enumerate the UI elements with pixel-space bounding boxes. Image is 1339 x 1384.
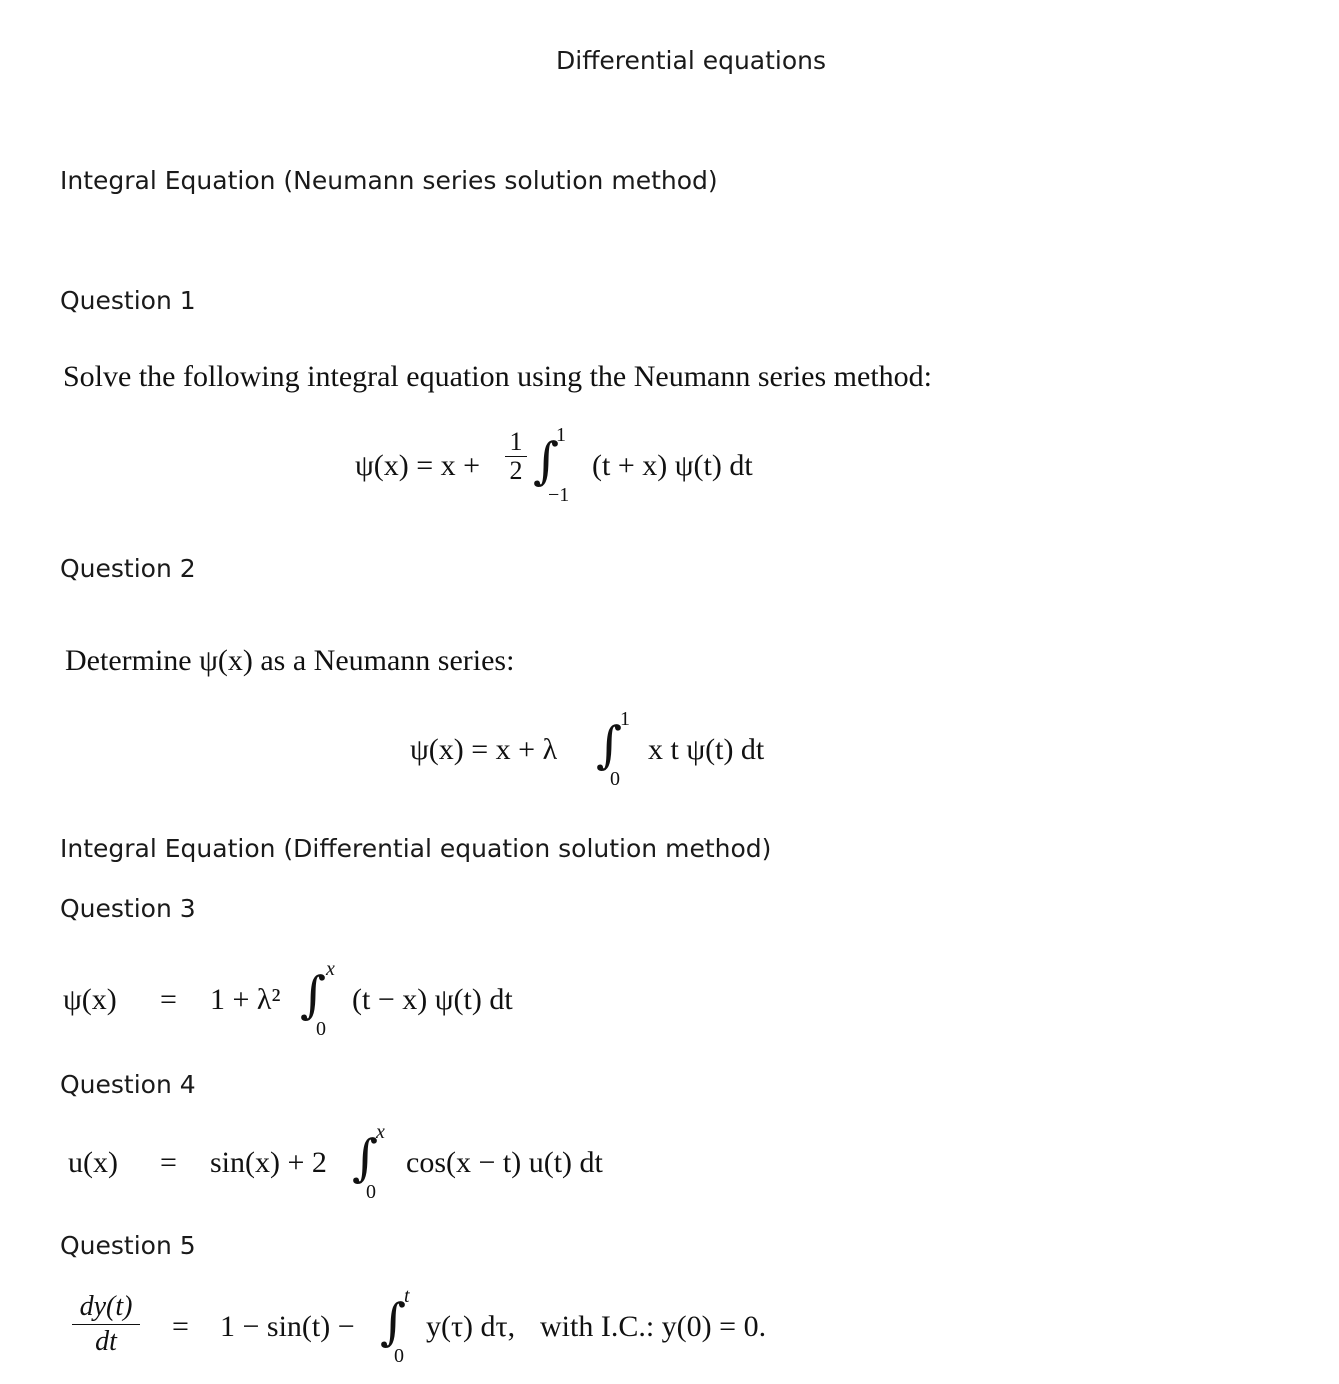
q5-derivative-fraction (72, 1290, 140, 1359)
q1-eq-lhs: ψ(x) = x + (355, 449, 481, 482)
question-1-label: Question 1 (60, 286, 196, 315)
q5-lhs-den: dt (95, 1326, 117, 1357)
q4-equals: = (160, 1146, 177, 1179)
q5-equals: = (172, 1310, 189, 1343)
q3-int-upper: x (326, 958, 335, 980)
q3-int-lower: 0 (316, 1018, 326, 1040)
q2-integral-sign: ∫ (596, 716, 623, 774)
q4-int-upper: x (376, 1121, 385, 1143)
question-4-label: Question 4 (60, 1070, 196, 1099)
q2-int-lower: 0 (610, 768, 620, 790)
q1-int-lower: −1 (548, 484, 570, 506)
question-1-prompt: Solve the following integral equation using the Neumann series method: (63, 360, 932, 393)
q1-fraction (505, 428, 527, 485)
q4-integral-sign: ∫ (352, 1129, 379, 1187)
question-5-label: Question 5 (60, 1231, 196, 1260)
q4-integrand: cos(x − t) u(t) dt (406, 1146, 603, 1179)
q2-integrand: x t ψ(t) dt (648, 733, 765, 766)
q5-integrand: y(τ) dτ, (426, 1310, 516, 1343)
q2-int-upper: 1 (620, 708, 630, 730)
q1-frac-num: 1 (509, 427, 523, 456)
q3-rhs-pre: 1 + λ² (210, 983, 281, 1016)
q5-integral-sign: ∫ (380, 1293, 407, 1351)
q5-lhs-num: dy(t) (79, 1291, 133, 1322)
q4-lhs: u(x) (68, 1146, 118, 1179)
q1-integrand: (t + x) ψ(t) dt (592, 449, 753, 482)
question-2-label: Question 2 (60, 554, 196, 583)
page-title: Differential equations (556, 46, 827, 75)
q4-rhs-pre: sin(x) + 2 (210, 1146, 327, 1179)
q1-int-upper: 1 (556, 424, 566, 446)
q5-int-lower: 0 (394, 1345, 404, 1367)
q1-frac-den: 2 (509, 456, 523, 485)
q4-int-lower: 0 (366, 1181, 376, 1203)
q3-equals: = (160, 983, 177, 1016)
q1-integral-sign: ∫ (533, 432, 560, 490)
section-heading-neumann: Integral Equation (Neumann series solution method) (60, 166, 718, 195)
section-heading-differential: Integral Equation (Differential equation solution method) (60, 834, 772, 863)
q3-integrand: (t − x) ψ(t) dt (352, 983, 513, 1016)
q2-eq-lhs: ψ(x) = x + λ (410, 733, 558, 766)
question-3-label: Question 3 (60, 894, 196, 923)
q5-int-upper: t (404, 1285, 410, 1307)
q5-initial-condition: with I.C.: y(0) = 0. (540, 1310, 767, 1343)
q5-rhs-pre: 1 − sin(t) − (220, 1310, 355, 1343)
question-2-prompt: Determine ψ(x) as a Neumann series: (65, 644, 515, 677)
q3-integral-sign: ∫ (300, 966, 327, 1024)
q3-lhs: ψ(x) (63, 983, 117, 1016)
